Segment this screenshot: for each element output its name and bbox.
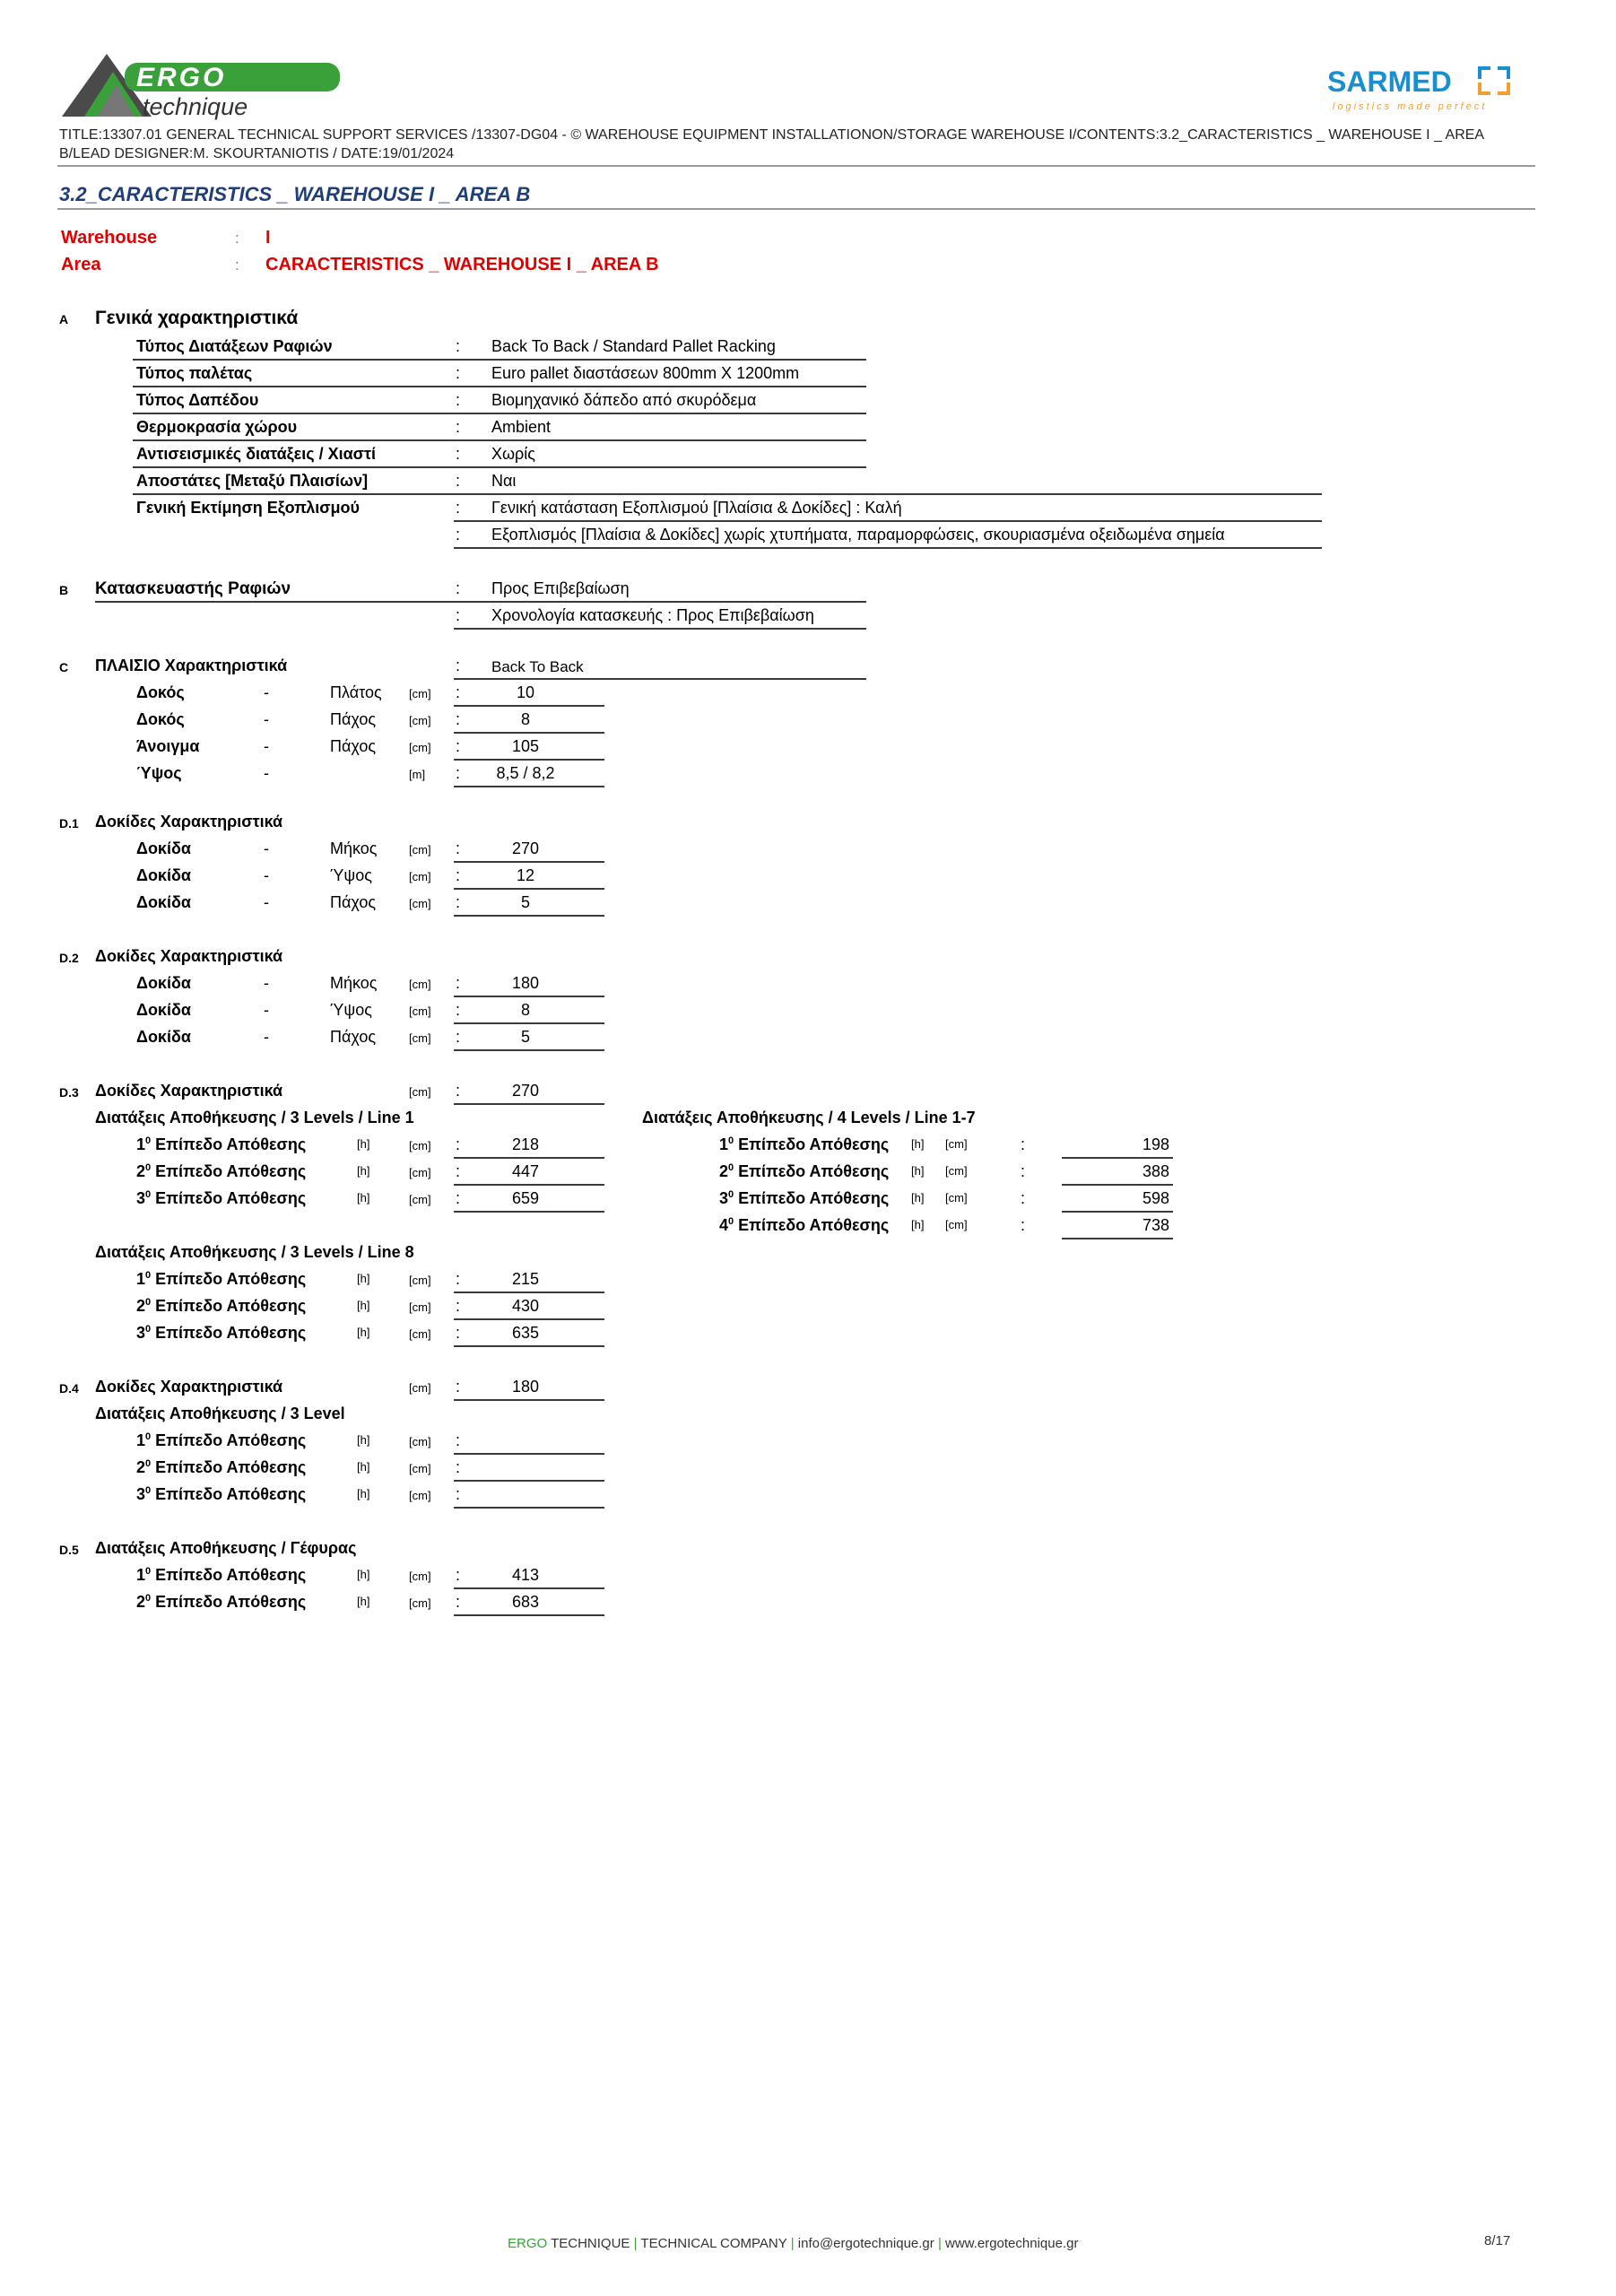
level-sup: 0 [145,1135,152,1146]
level-num: 2 [136,1297,146,1315]
row-value: 413 [511,1566,540,1584]
level-text: Επίπεδο Απόθεσης [155,1270,307,1288]
row-value: 447 [511,1162,540,1180]
row-colon: : [456,1162,461,1180]
row-colon: : [456,710,461,728]
row-underline [454,705,604,707]
row-underline [454,996,604,997]
svg-text:SARMED: SARMED [1327,65,1452,98]
unit-label: [m] [409,768,426,781]
level-label [136,1135,306,1154]
row-value: Ναι [491,472,517,490]
row-underline [454,732,604,734]
row-colon: : [456,1458,461,1476]
level-num: 4 [719,1216,729,1234]
level-sup: 0 [145,1431,152,1442]
row-underline [454,547,1322,549]
section-d1-letter: D.1 [59,816,79,831]
manufacture-year-value: Χρονολογία κατασκευής : Προς Επιβεβαίωση [491,606,814,624]
row-value: 198 [1142,1135,1169,1153]
row-value: 12 [516,866,535,884]
h-label: [h] [357,1191,370,1205]
row-value: Βιομηχανικό δάπεδο από σκυρόδεμα [491,391,757,409]
dash: - [264,737,269,755]
row-colon: : [456,1135,461,1153]
level-text: Επίπεδο Απόθεσης [155,1485,307,1503]
row-underline [95,601,866,603]
row-underline [454,1587,604,1589]
row-colon: : [456,974,461,992]
h-label: [h] [357,1595,370,1608]
level-label [136,1189,306,1208]
row-value: 10 [516,683,535,701]
level-label [136,1593,306,1612]
level-sup: 0 [145,1485,152,1496]
footer-tagline: TECHNICAL COMPANY [640,2236,787,2251]
document-title [59,126,1539,163]
level-text: Επίπεδο Απόθεσης [738,1135,890,1153]
row-colon: : [456,1593,461,1611]
unit-label: [cm] [409,843,431,857]
level-sup: 0 [728,1216,734,1227]
row-label: Τύπος Δαπέδου [136,391,259,409]
title-line-2: B/LEAD DESIGNER:M. SKOURTANIOTIS / DATE:19/01/2024 [59,146,455,161]
row-underline [454,1022,604,1024]
area-colon: : [235,257,239,274]
level-label [136,1270,306,1289]
row-colon: : [456,1270,461,1288]
level-num: 2 [719,1162,729,1180]
beam-length-value: 270 [511,1082,540,1100]
row-underline [454,1157,604,1159]
level-sup: 0 [145,1324,152,1335]
row-label: Αποστάτες [Μεταξύ Πλαισίων] [136,472,369,490]
row-underline [454,786,604,787]
param-label: Πάχος [330,893,377,911]
level-text: Επίπεδο Απόθεσης [155,1297,307,1315]
level-sup: 0 [145,1270,152,1281]
row-colon: : [456,893,461,911]
row-colon: : [456,472,461,490]
row-value: Euro pallet διαστάσεων 800mm X 1200mm [491,364,800,382]
row-underline [133,466,866,468]
row-value: 180 [511,974,540,992]
row-colon: : [456,839,461,857]
item-label: Δοκίδα [136,974,191,992]
group-title: Διατάξεις Αποθήκευσης / 4 Levels / Line 1-7 [642,1109,976,1126]
level-num: 3 [719,1189,729,1207]
row-value: Χωρίς [491,445,535,463]
row-value: 215 [511,1270,540,1288]
section-d4-letter: D.4 [59,1381,79,1396]
param-label: Ύψος [330,1001,372,1019]
unit-label: [cm] [409,897,431,910]
section-a-letter: A [59,312,69,326]
level-label [136,1485,306,1504]
param-label: Πάχος [330,737,377,755]
row-label: Θερμοκρασία χώρου [136,418,298,436]
level-sup: 0 [728,1135,734,1146]
row-underline [454,1480,604,1482]
sarmed-logo [1327,61,1516,117]
row-underline [454,1453,604,1455]
row-colon: : [456,1378,461,1396]
row-value: 105 [511,737,540,755]
row-colon: : [456,657,461,674]
level-label [136,1324,306,1343]
section-d5-letter: D.5 [59,1543,79,1557]
group-title: Διατάξεις Αποθήκευσης / 3 Levels / Line 1 [95,1109,414,1126]
row-underline [454,759,604,761]
level-text: Επίπεδο Απόθεσης [155,1135,307,1153]
row-colon: : [456,1028,461,1046]
row-value: 8 [520,710,530,728]
unit-label: [cm] [409,1489,431,1502]
row-colon: : [456,579,461,597]
level-label [719,1189,889,1208]
svg-text:ERGO: ERGO [136,63,227,92]
area-value: CARACTERISTICS _ WAREHOUSE I _ AREA B [265,255,659,274]
row-colon: : [456,499,461,517]
section-d2-letter: D.2 [59,951,79,965]
level-text: Επίπεδο Απόθεσης [155,1566,307,1584]
footer [508,2236,1078,2251]
row-value: 8 [520,1001,530,1019]
item-label: Δοκίδα [136,1001,191,1019]
h-label: [h] [357,1272,370,1285]
row-underline [454,1345,604,1347]
level-num: 1 [136,1566,146,1584]
row-value: 388 [1142,1162,1169,1180]
row-underline [454,1049,604,1051]
section-d1-title: Δοκίδες Χαρακτηριστικά [95,813,283,831]
level-sup: 0 [145,1162,152,1173]
unit-label: [cm] [409,1596,431,1610]
row-value: 683 [511,1593,540,1611]
unit-label: [cm] [409,1327,431,1341]
h-label: [h] [357,1299,370,1312]
level-sup: 0 [145,1458,152,1469]
unit-label: [cm] [409,870,431,883]
row-underline [1062,1184,1173,1186]
unit-label: [cm] [409,1435,431,1448]
unit-label: [cm] [409,1274,431,1287]
row-underline [1062,1211,1173,1213]
level-text: Επίπεδο Απόθεσης [155,1593,307,1611]
row-underline [454,1184,604,1186]
row-underline [133,386,866,387]
h-label: [h] [357,1487,370,1500]
row-underline [454,1211,604,1213]
row-colon: : [456,683,461,701]
level-num: 2 [136,1458,146,1476]
level-num: 3 [136,1189,146,1207]
row-underline [454,1614,604,1616]
section-d2-title: Δοκίδες Χαρακτηριστικά [95,947,283,965]
level-label [136,1431,306,1450]
dash: - [264,764,269,782]
warehouse-value: I [265,228,271,248]
unit-label: [cm] [945,1191,968,1205]
header-divider [57,165,1535,167]
row-value: 598 [1142,1189,1169,1207]
level-text: Επίπεδο Απόθεσης [738,1162,890,1180]
row-colon: : [456,1485,461,1503]
row-value: Γενική κατάσταση Εξοπλισμού [Πλαίσια & Δοκίδες] : Καλή [491,499,902,517]
footer-separator: | [633,2236,638,2251]
row-underline [454,1399,604,1401]
area-label: Area [61,255,101,274]
level-text: Επίπεδο Απόθεσης [155,1324,307,1342]
level-sup: 0 [145,1297,152,1308]
level-num: 1 [136,1135,146,1153]
level-label [136,1162,306,1181]
unit-label: [cm] [945,1137,968,1151]
row-value: 270 [511,839,540,857]
param-label: Πάχος [330,1028,377,1046]
h-label: [h] [357,1568,370,1581]
section-c-title: ΠΛΑΙΣΙΟ Χαρακτηριστικά [95,657,288,674]
unit-label: [cm] [409,741,431,754]
unit-label: [cm] [409,1462,431,1475]
row-colon: : [1021,1135,1026,1153]
frame-type-value: Back To Back [491,658,584,675]
unit-label: [cm] [945,1218,968,1231]
level-text: Επίπεδο Απόθεσης [155,1189,307,1207]
level-text: Επίπεδο Απόθεσης [738,1189,890,1207]
row-underline [133,493,1322,495]
row-value: Ambient [491,418,552,436]
row-colon: : [456,445,461,463]
row-colon: : [456,764,461,782]
h-label: [h] [911,1164,925,1178]
level-label [136,1297,306,1316]
row-value: 5 [520,1028,530,1046]
row-value: Back To Back / Standard Pallet Racking [491,337,776,355]
svg-text:logistics made perfect: logistics made perfect [1333,101,1488,112]
row-value: 635 [511,1324,540,1342]
row-colon: : [456,364,461,382]
section-d3-title: Δοκίδες Χαρακτηριστικά [95,1082,283,1100]
row-value: 5 [520,893,530,911]
row-underline [133,359,866,361]
level-text: Επίπεδο Απόθεσης [155,1162,307,1180]
row-label: Τύπος παλέτας [136,364,253,382]
row-underline [454,861,604,863]
param-label: Πλάτος [330,683,382,701]
dash: - [264,710,269,728]
item-label: Δοκίδα [136,1028,191,1046]
row-value: 659 [511,1189,540,1207]
section-title: 3.2_CARACTERISTICS _ WAREHOUSE I _ AREA B [59,183,531,205]
level-sup: 0 [145,1593,152,1604]
row-value: 738 [1142,1216,1169,1234]
item-label: Δοκίδα [136,866,191,884]
footer-ergo: ERGO [508,2236,548,2251]
footer-email-link[interactable]: info@ergotechnique.gr [797,2236,934,2251]
footer-website-link[interactable]: www.ergotechnique.gr [945,2236,1079,2251]
dash: - [264,893,269,911]
unit-label: [cm] [409,978,431,991]
row-colon: : [456,526,461,544]
section-divider [57,208,1535,210]
unit-label: [cm] [409,1085,431,1099]
item-label: Άνοιγμα [136,737,200,755]
param-label: Μήκος [330,974,378,992]
row-colon: : [456,737,461,755]
dash: - [264,866,269,884]
level-sup: 0 [728,1162,734,1173]
row-colon: : [456,337,461,355]
svg-text:technique: technique [143,93,248,120]
row-underline [454,1318,604,1320]
row-underline [454,628,866,630]
h-label: [h] [911,1218,925,1231]
row-underline [454,888,604,890]
footer-separator: | [937,2236,942,2251]
row-colon: : [1021,1216,1026,1234]
level-label [136,1566,306,1585]
row-colon: : [456,1297,461,1315]
level-num: 1 [136,1431,146,1449]
row-colon: : [1021,1162,1026,1180]
dash: - [264,1028,269,1046]
row-value: 430 [511,1297,540,1315]
section-b-title: Κατασκευαστής Ραφιών [95,579,291,598]
row-colon: : [456,1189,461,1207]
row-underline [454,915,604,917]
unit-label: [cm] [409,1381,431,1395]
unit-label: [cm] [409,1300,431,1314]
section-b-letter: B [59,583,69,597]
unit-label: [cm] [945,1164,968,1178]
level-text: Επίπεδο Απόθεσης [155,1431,307,1449]
group-title: Διατάξεις Αποθήκευσης / 3 Level [95,1405,345,1422]
title-line-1: TITLE:13307.01 GENERAL TECHNICAL SUPPORT SERVICES /13307-DG04 - © WAREHOUSE EQUIPMENT INSTALLATIONON/STORAGE WAREHOUSE I/CONTENTS:3.2_CARACTERISTICS _ WAREHOUSE I _ AREA [59,127,1485,143]
level-label [719,1162,889,1181]
manufacturer-value: Προς Επιβεβαίωση [491,579,630,597]
level-sup: 0 [145,1566,152,1577]
row-colon: : [456,391,461,409]
level-num: 3 [136,1485,146,1503]
unit-label: [cm] [409,1193,431,1206]
item-label: Δοκός [136,710,185,728]
dash: - [264,683,269,701]
item-label: Δοκός [136,683,185,701]
footer-separator: | [790,2236,795,2251]
h-label: [h] [911,1137,925,1151]
row-colon: : [456,418,461,436]
row-underline [133,413,866,414]
footer-company: TECHNIQUE [551,2236,630,2251]
row-colon: : [456,1001,461,1019]
row-underline [133,439,866,441]
unit-label: [cm] [409,1004,431,1018]
h-label: [h] [911,1191,925,1205]
item-label: Δοκίδα [136,893,191,911]
row-colon: : [456,1566,461,1584]
h-label: [h] [357,1164,370,1178]
level-num: 1 [719,1135,729,1153]
row-underline [1062,1238,1173,1239]
param-label: Πάχος [330,710,377,728]
level-label [136,1458,306,1477]
row-underline [454,1103,604,1105]
item-label: Δοκίδα [136,839,191,857]
row-label: Τύπος Διατάξεων Ραφιών [136,337,333,355]
row-value: 218 [511,1135,540,1153]
h-label: [h] [357,1460,370,1474]
row-colon: : [456,606,461,624]
section-d4-title: Δοκίδες Χαρακτηριστικά [95,1378,283,1396]
param-label: Μήκος [330,839,378,857]
row-colon: : [1021,1189,1026,1207]
unit-label: [cm] [409,1139,431,1152]
row-underline [1062,1157,1173,1159]
h-label: [h] [357,1433,370,1447]
beam-length-value: 180 [511,1378,540,1396]
level-num: 2 [136,1593,146,1611]
level-label [719,1135,889,1154]
unit-label: [cm] [409,1570,431,1583]
level-num: 1 [136,1270,146,1288]
dash: - [264,974,269,992]
ergo-logo [57,50,353,120]
level-label [719,1216,889,1235]
row-label: Αντισεισμικές διατάξεις / Χιαστί [136,445,377,463]
row-colon: : [456,1082,461,1100]
row-underline [454,520,1322,522]
row-underline [454,1507,604,1509]
level-text: Επίπεδο Απόθεσης [155,1458,307,1476]
section-c-letter: C [59,660,69,674]
level-sup: 0 [145,1189,152,1200]
unit-label: [cm] [409,1031,431,1045]
section-d3-letter: D.3 [59,1085,79,1100]
h-label: [h] [357,1326,370,1339]
row-colon: : [456,866,461,884]
warehouse-label: Warehouse [61,228,158,248]
dash: - [264,1001,269,1019]
level-num: 2 [136,1162,146,1180]
row-underline [454,678,866,680]
row-colon: : [456,1324,461,1342]
section-a-title: Γενικά χαρακτηριστικά [95,308,299,328]
row-underline [454,1292,604,1293]
item-label: Ύψος [136,764,182,782]
row-value: Εξοπλισμός [Πλαίσια & Δοκίδες] χωρίς χτυπήματα, παραμορφώσεις, σκουριασμένα οξειδωμένα σημεία [491,526,1225,544]
h-label: [h] [357,1137,370,1151]
unit-label: [cm] [409,687,431,700]
level-num: 3 [136,1324,146,1342]
row-value: 8,5 / 8,2 [496,764,555,782]
level-text: Επίπεδο Απόθεσης [738,1216,890,1234]
param-label: Ύψος [330,866,372,884]
unit-label: [cm] [409,714,431,727]
unit-label: [cm] [409,1166,431,1179]
page-number: 8/17 [1484,2233,1511,2248]
group-title: Διατάξεις Αποθήκευσης / 3 Levels / Line 8 [95,1243,414,1261]
level-sup: 0 [728,1189,734,1200]
warehouse-colon: : [235,230,239,247]
row-label: Γενική Εκτίμηση Εξοπλισμού [136,499,361,517]
row-colon: : [456,1431,461,1449]
section-d5-title: Διατάξεις Αποθήκευσης / Γέφυρας [95,1539,357,1557]
dash: - [264,839,269,857]
